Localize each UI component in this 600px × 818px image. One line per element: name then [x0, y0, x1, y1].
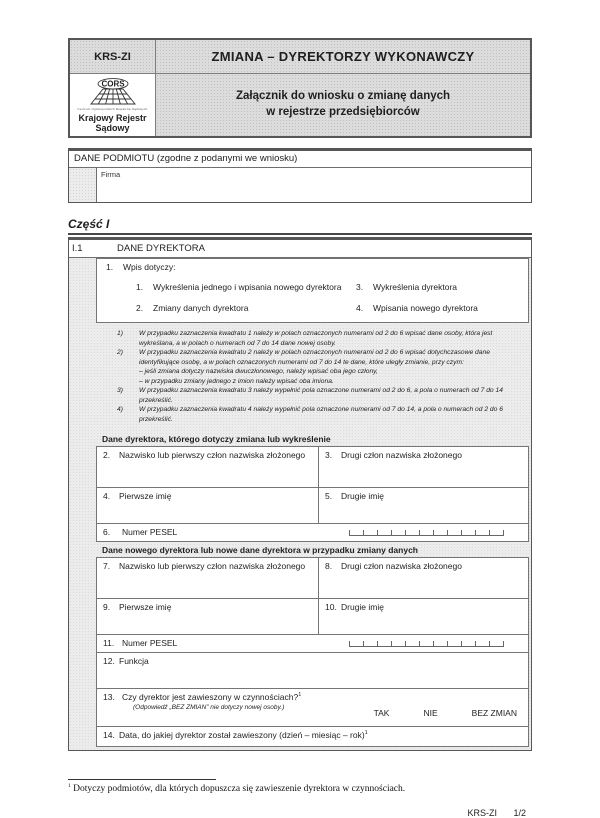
option-nie[interactable]: NIE	[423, 708, 438, 719]
pesel-comb-field[interactable]	[349, 641, 504, 647]
wpis-option-3[interactable]: 3. Wykreślenia dyrektora	[356, 282, 458, 292]
section-i1-header	[69, 240, 531, 258]
field-3-drugi-czlon[interactable]: 3. Drugi człon nazwiska złożonego	[318, 446, 529, 488]
field-10-drugie-imie[interactable]: 10. Drugie imię	[318, 598, 529, 635]
footnote-ref: 1	[298, 692, 302, 699]
firma-field[interactable]	[96, 168, 531, 202]
option-bez-zmian[interactable]: BEZ ZMIAN	[471, 708, 517, 719]
option-tak[interactable]: TAK	[373, 708, 390, 719]
field-8-drugi-czlon[interactable]: 8. Drugi człon nazwiska złożonego	[318, 557, 529, 599]
field-13-note: (Odpowiedź „BEZ ZMIAN” nie dotyczy nowej osoby.)	[133, 704, 285, 712]
subheader-old-director: Dane dyrektora, którego dotyczy zmiana lub wykreślenie	[102, 434, 331, 445]
dane-podmiotu-header: DANE PODMIOTU (zgodne z podanymi we wniosku)	[69, 151, 531, 168]
form-subtitle: Załącznik do wniosku o zmianę danych w rejestrze przedsiębiorców	[156, 74, 530, 136]
wpis-option-1[interactable]: 1. Wykreślenia jednego i wpisania nowego dyrektora	[136, 282, 342, 292]
left-gutter	[69, 258, 96, 750]
form-title: ZMIANA – DYREKTORZY WYKONAWCZY	[156, 40, 530, 73]
page-number-line	[68, 808, 532, 818]
field-9-pierwsze-imie[interactable]: 9. Pierwsze imię	[96, 598, 319, 635]
field-14-data-zawieszenia[interactable]: 14. Data, do jakiej dyrektor został zawieszony (dzień – miesiąc – rok)$^1$	[96, 726, 529, 747]
field-7-nazwisko[interactable]: 7. Nazwisko lub pierwszy człon nazwiska złożonego	[96, 557, 319, 599]
subheader-new-director: Dane nowego dyrektora lub nowe dane dyrektora w przypadku zmiany danych	[102, 545, 418, 556]
field-label: Wpis dotyczy:	[123, 262, 176, 272]
section-id: I.1	[72, 243, 83, 254]
part-heading: Część I	[68, 217, 110, 231]
field-6-pesel[interactable]: 6. Numer PESEL	[96, 523, 529, 542]
footnote-text: $^1$ Dotyczy podmiotów, dla których dopuszcza się zawieszenie dyrektora w czynnościach.	[68, 783, 406, 795]
field-4-pierwsze-imie[interactable]: 4. Pierwsze imię	[96, 487, 319, 524]
logo-org-name: Krajowy Rejestr Sądowy	[78, 112, 147, 133]
footnote-divider	[68, 779, 216, 780]
krs-logo	[70, 74, 156, 136]
form-code: KRS-ZI	[94, 50, 131, 63]
field-5-drugie-imie[interactable]: 5. Drugie imię	[318, 487, 529, 524]
cors-logo-text: CORS	[100, 79, 125, 89]
instruction-footnotes: 1) W przypadku zaznaczenia kwadratu 1 należy w polach oznaczonych numerami od 2 do 6 wpisać dane osoby, która jest wykreślana, a w polach o numerach od 7 do 14 dane nowej osoby. 2) W przypadku zaznaczenia kwadratu 2 należy w polach oznaczonych numerami od 2 do 6 wpisać dotychczasowe dane identyfikujące osobę, a w polach oznaczonych numerami od 7 do 14 te dane, które uległy zmianie, przy czym: – jeśli zmiana dotyczy nazwiska dwuczłonowego, należy wpisać oba jego człony, – w przypadku zmiany jednego z imion należy wpisać oba imiona. 3) W przypadku zaznaczenia kwadratu 3 należy wypełnić pola oznaczone numerami od 2 do 6, a pola o numerach od 7 do 14 przekreślić. 4) W przypadku zaznaczenia kwadratu 4 należy wypełnić pola oznaczone numerami od 7 do 14, a pola o numerach od 2 do 6 przekreślić.	[117, 330, 503, 423]
wpis-option-2[interactable]: 2. Zmiany danych dyrektora	[136, 303, 249, 313]
section-i1-table	[68, 237, 532, 751]
left-gutter	[69, 168, 96, 202]
field-11-pesel[interactable]: 11. Numer PESEL	[96, 634, 529, 653]
field-number: 1.	[106, 262, 114, 272]
wpis-option-4[interactable]: 4. Wpisania nowego dyrektora	[356, 303, 478, 313]
form-page	[68, 38, 532, 818]
field-12-funkcja[interactable]: 12. Funkcja	[96, 652, 529, 689]
dane-podmiotu-section	[68, 148, 532, 203]
form-code-box	[70, 40, 156, 73]
page-footer	[68, 779, 532, 818]
footnote-ref: 1	[364, 730, 368, 737]
pesel-comb-field[interactable]	[349, 530, 504, 536]
cors-logo-icon	[81, 78, 145, 108]
section-title: DANE DYREKTORA	[117, 243, 205, 254]
cors-logo-caption: Centrum Ogólnopolskich Rejestrów Sądowych	[77, 106, 148, 111]
field-2-nazwisko[interactable]: 2. Nazwisko lub pierwszy człon nazwiska złożonego	[96, 446, 319, 488]
footer-form-code: KRS-ZI	[467, 808, 497, 818]
page-number: 1/2	[513, 808, 526, 818]
field-1-wpis-dotyczy	[96, 258, 529, 323]
field-13-zawieszenie: 13. Czy dyrektor jest zawieszony w czynnościach?$^1$ (Odpowiedź „BEZ ZMIAN” nie dotyczy nowej osoby.) TAK NIE BEZ ZMIAN	[96, 688, 529, 728]
form-header	[68, 38, 532, 138]
firma-label: Firma	[101, 170, 121, 179]
part-divider	[68, 233, 532, 235]
